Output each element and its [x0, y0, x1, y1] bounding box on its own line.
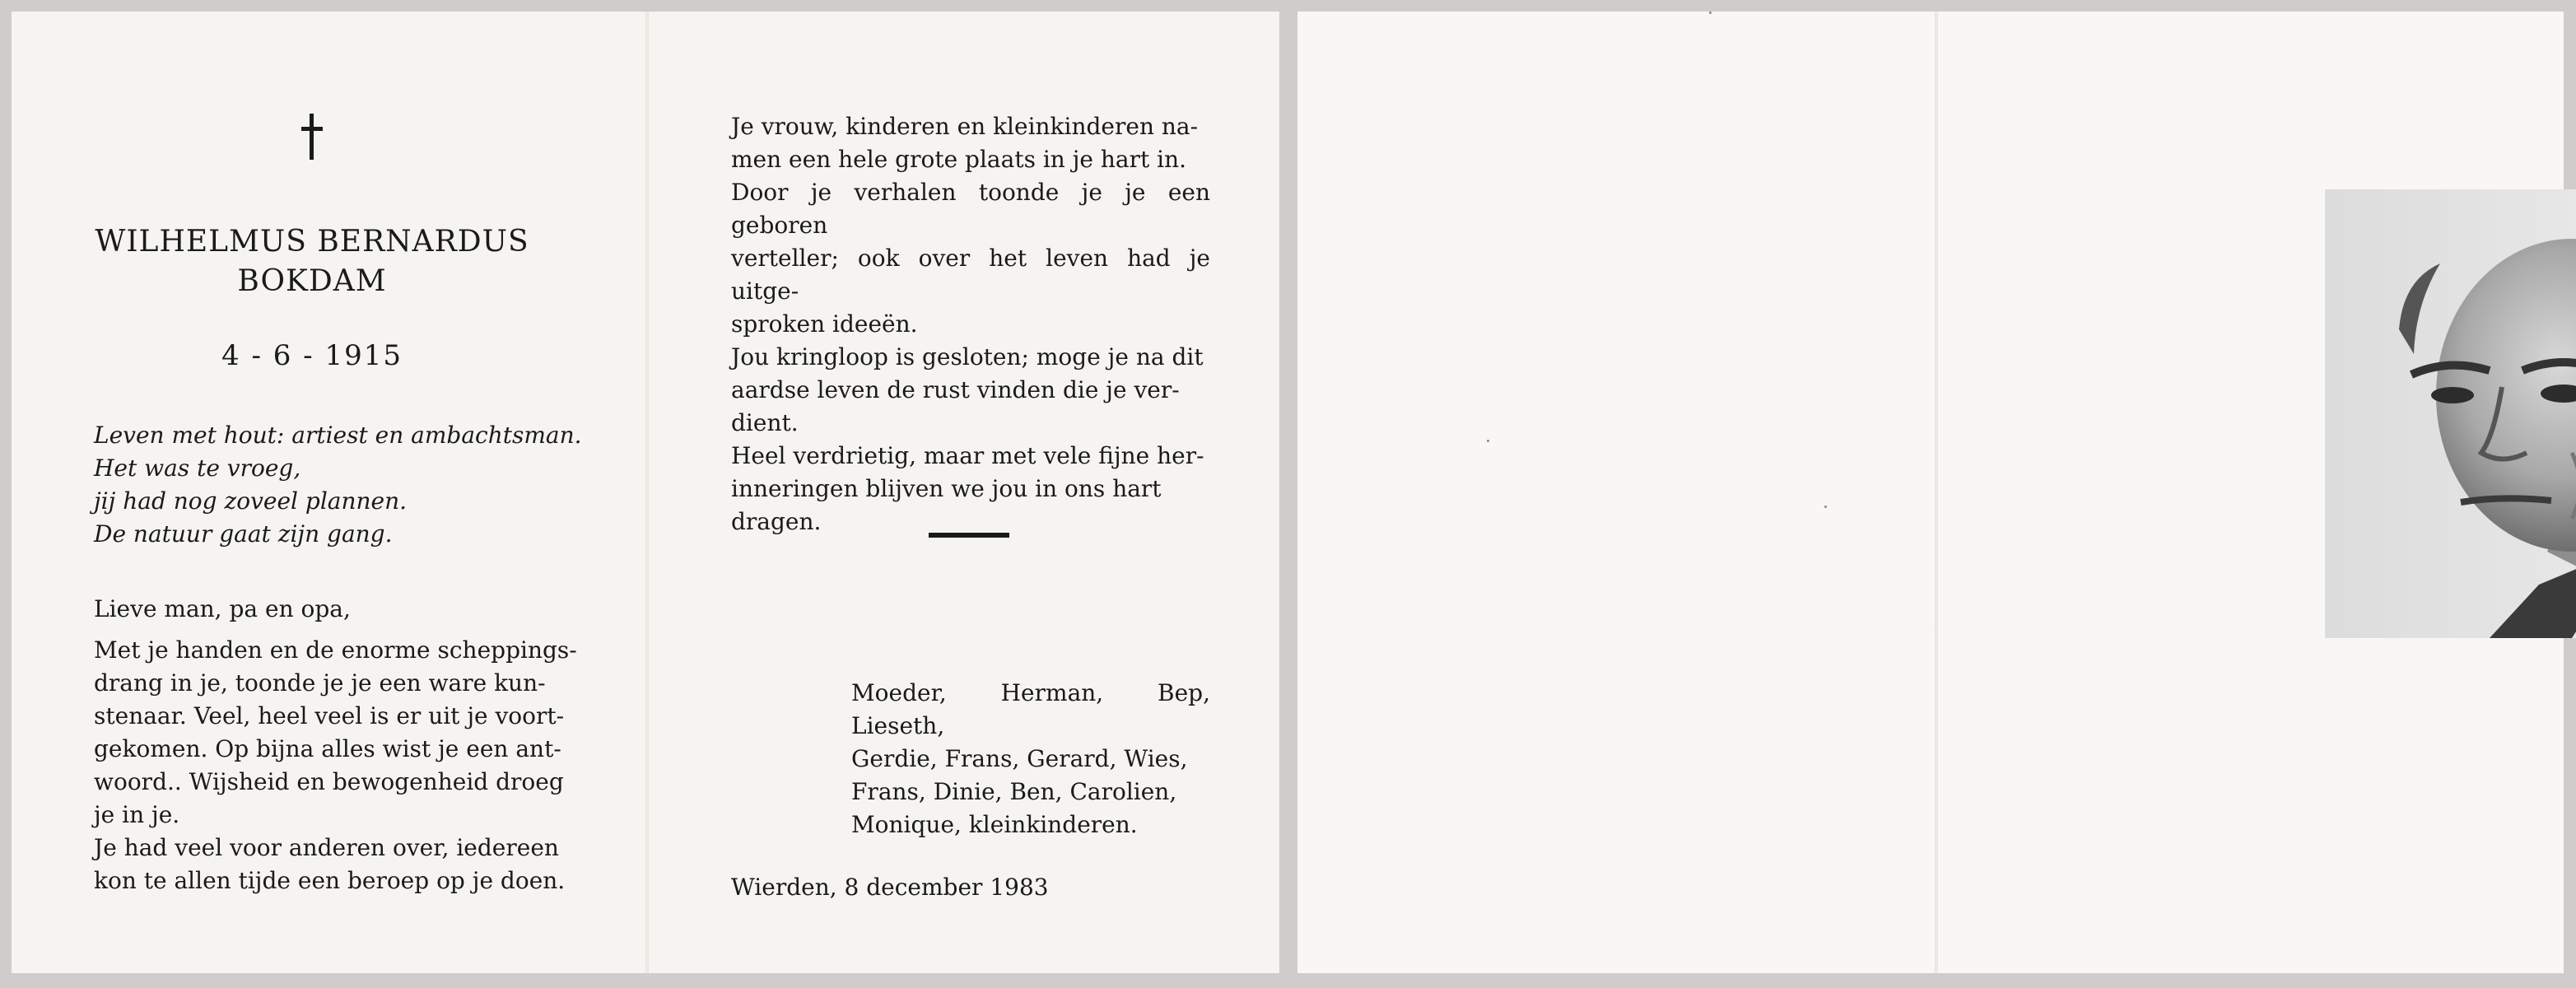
- text-line: sproken ideeën.: [731, 310, 918, 338]
- text-line: Je had veel voor anderen over, iedereen: [94, 834, 559, 861]
- text-line: Met je handen en de enorme scheppings-: [94, 636, 577, 664]
- poem-line: Het was te vroeg,: [94, 454, 301, 482]
- page-right: [649, 12, 1279, 973]
- text-line: dragen.: [731, 508, 822, 535]
- text-line: Gerdie, Frans, Gerard, Wies,: [851, 745, 1188, 772]
- card-inside: [12, 12, 1279, 973]
- card-outside: [1297, 12, 2564, 973]
- paper-speck: [1709, 12, 1712, 14]
- paragraph-1: [94, 634, 585, 897]
- poem-line: De natuur gaat zijn gang.: [94, 520, 393, 548]
- separator-dash: [929, 533, 1009, 538]
- birth-date: 4 - 6 - 1915: [221, 339, 403, 372]
- paragraph-2: [731, 110, 1210, 538]
- portrait-photo: [2325, 189, 2576, 638]
- place-date: Wierden, 8 december 1983: [731, 874, 1049, 901]
- paper-speck: [1824, 506, 1827, 508]
- text-line: woord.. Wijsheid en bewogenheid droeg: [94, 768, 564, 795]
- text-line: dient.: [731, 409, 799, 436]
- text-line: kon te allen tijde een beroep op je doen.: [94, 867, 566, 894]
- text-line: Door je verhalen toonde je je een geboren: [731, 179, 1210, 239]
- family-signature: [851, 677, 1210, 841]
- poem: [94, 419, 588, 551]
- page-left: [12, 12, 645, 973]
- name-line-2: BOKDAM: [237, 264, 387, 298]
- text-line: Frans, Dinie, Ben, Carolien,: [851, 778, 1177, 805]
- deceased-name: [61, 222, 563, 301]
- fold-line: [1935, 12, 1938, 973]
- text-line: Monique, kleinkinderen.: [851, 811, 1138, 838]
- text-line: Je vrouw, kinderen en kleinkinderen na-: [731, 113, 1199, 140]
- text-line: gekomen. Op bijna alles wist je een ant-: [94, 735, 561, 762]
- text-line: men een hele grote plaats in je hart in.: [731, 146, 1187, 173]
- text-line: aardse leven de rust vinden die je ver-: [731, 376, 1180, 403]
- poem-line: jij had nog zoveel plannen.: [94, 487, 408, 515]
- text-line: Moeder, Herman, Bep, Lieseth,: [851, 679, 1210, 739]
- name-line-1: WILHELMUS BERNARDUS: [95, 225, 529, 259]
- cross-icon: [300, 114, 324, 163]
- text-line: inneringen blijven we jou in ons hart: [731, 475, 1162, 502]
- paper-speck: [1487, 440, 1489, 442]
- text-line: Jou kringloop is gesloten; moge je na dit: [731, 343, 1204, 370]
- text-line: Heel verdrietig, maar met vele fijne her-: [731, 442, 1204, 469]
- text-line: stenaar. Veel, heel veel is er uit je voort-: [94, 702, 565, 729]
- salutation: Lieve man, pa en opa,: [94, 595, 351, 622]
- text-line: verteller; ook over het leven had je uitge-: [731, 245, 1210, 305]
- text-line: je in je.: [94, 801, 180, 828]
- text-line: drang in je, toonde je je een ware kun-: [94, 669, 546, 697]
- poem-line: Leven met hout: artiest en ambachtsman.: [94, 422, 582, 449]
